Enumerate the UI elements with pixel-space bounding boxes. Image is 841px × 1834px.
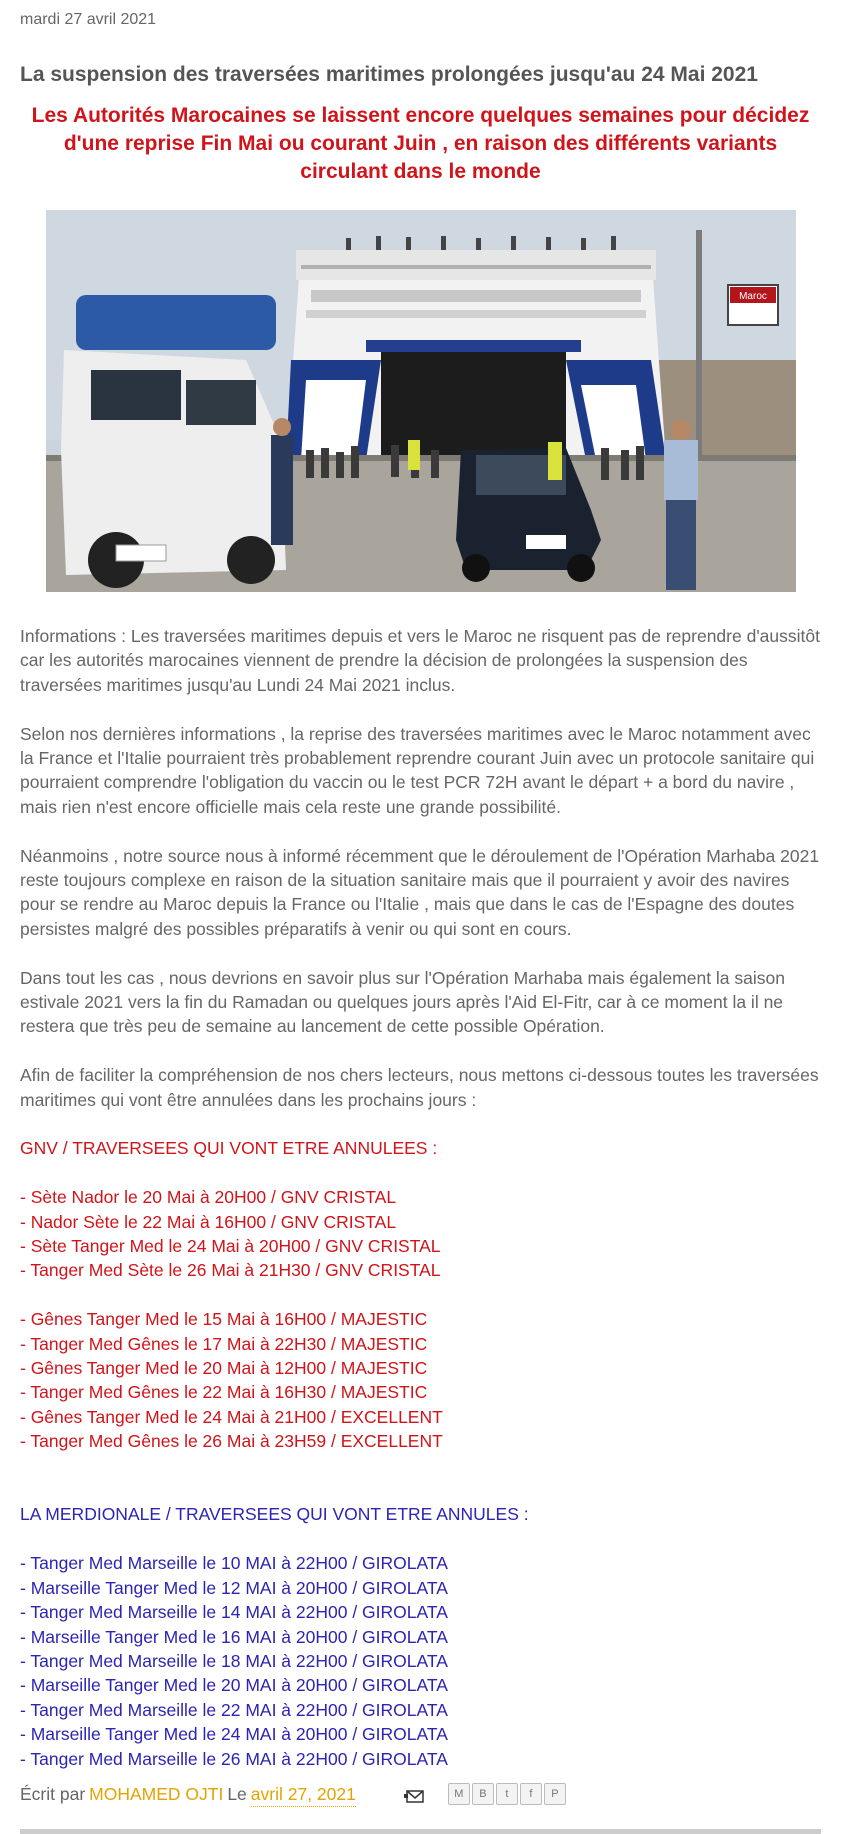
list-item: - Tanger Med Marseille le 14 MAI à 22H00 / GIROLATA [20, 1602, 448, 1623]
paragraph: Afin de faciliter la compréhension de nos chers lecteurs, nous mettons ci-dessous toutes les traversées maritimes qui vont être annulées dans les prochains jours : [20, 1065, 819, 1110]
post-lead: Les Autorités Marocaines se laissent encore quelques semaines pour décidez d'une reprise Fin Mai ou courant Juin , en raison des différents variants circulant dans le monde [31, 104, 810, 183]
list-item: - Tanger Med Marseille le 18 MAI à 22H00 / GIROLATA [20, 1650, 448, 1671]
written-by-label: Écrit par [20, 1784, 86, 1805]
list-item: - Gênes Tanger Med le 15 Mai à 16H00 / MAJESTIC [20, 1309, 428, 1330]
paragraph: Informations : Les traversées maritimes depuis et vers le Maroc ne risquent pas de reprendre d'aussitôt car les autorités marocaines viennent de prendre la décision de prolongées la suspension des traversées maritimes jusqu'au Lundi 24 Mai 2021 inclus. [20, 626, 820, 695]
list-item: - Gênes Tanger Med le 20 Mai à 12H00 / MAJESTIC [20, 1358, 428, 1379]
meridionale-heading-text: LA MERDIONALE / TRAVERSEES QUI VONT ETRE ANNULES : [20, 1504, 529, 1525]
list-item: - Tanger Med Marseille le 22 MAI à 22H00 / GIROLATA [20, 1699, 448, 1720]
list-item: - Marseille Tanger Med le 24 MAI à 20H00 / GIROLATA [20, 1724, 448, 1745]
paragraph: Néanmoins , notre source nous à informé récemment que le déroulement de l'Opération Marhaba 2021 reste toujours complexe en raison de la situation sanitaire mais que il pourraient y avoir des navires pour se rendre au Maroc depuis la France ou l'Italie , mais que dans le cas de l'Espagne des doutes persistes malgré des possibles préparatifs à venir ou qui sont en cours. [20, 845, 820, 939]
share-twitter-icon[interactable]: t [496, 1783, 518, 1805]
ferry-photo [46, 210, 796, 592]
list-item: - Marseille Tanger Med le 16 MAI à 20H00 / GIROLATA [20, 1626, 448, 1647]
list-item: - Gênes Tanger Med le 24 Mai à 21H00 / EXCELLENT [20, 1406, 443, 1427]
list-item: - Tanger Med Sète le 26 Mai à 21H30 / GNV CRISTAL [20, 1260, 441, 1281]
post-footer [20, 1782, 821, 1807]
author-link[interactable]: MOHAMED OJTI [89, 1784, 224, 1805]
list-item: - Tanger Med Gênes le 17 Mai à 22H30 / MAJESTIC [20, 1333, 428, 1354]
paragraph: Dans tout les cas , nous devrions en savoir plus sur l'Opération Marhaba mais également la saison estivale 2021 vers la fin du Ramadan ou quelques jours après l'Aid El-Fitr, car à ce moment la il ne restera que très peu de semaine au lancement de cette possible Opération. [20, 967, 785, 1037]
le-label: Le [227, 1784, 247, 1805]
post-date: mardi 27 avril 2021 [20, 11, 157, 28]
share-blogger-icon[interactable]: B [472, 1783, 494, 1805]
list-item: - Tanger Med Marseille le 10 MAI à 22H00 / GIROLATA [20, 1553, 448, 1574]
post-title[interactable]: La suspension des traversées maritimes prolongées jusqu'au 24 Mai 2021 [20, 63, 758, 86]
gnv-heading: GNV / TRAVERSEES QUI VONT ETRE ANNULEES : [20, 1138, 438, 1159]
share-buttons [448, 1783, 566, 1805]
share-facebook-icon[interactable]: f [520, 1783, 542, 1805]
list-item: - Sète Nador le 20 Mai à 20H00 / GNV CRISTAL [20, 1187, 397, 1208]
sign-text: Maroc [738, 291, 767, 302]
list-item: - Marseille Tanger Med le 12 MAI à 20H00 / GIROLATA [20, 1577, 448, 1598]
post-timestamp-link[interactable]: avril 27, 2021 [251, 1782, 356, 1807]
email-post-icon[interactable] [404, 1786, 426, 1802]
list-item: - Sète Tanger Med le 24 Mai à 20H00 / GNV CRISTAL [20, 1236, 441, 1257]
meridionale-heading [20, 1502, 821, 1526]
share-pinterest-icon[interactable]: P [544, 1783, 566, 1805]
share-email-icon[interactable]: M [448, 1783, 470, 1805]
list-item: - Tanger Med Gênes le 26 Mai à 23H59 / EXCELLENT [20, 1431, 443, 1452]
section-divider [20, 1829, 821, 1834]
list-item: - Marseille Tanger Med le 20 MAI à 20H00 / GIROLATA [20, 1675, 448, 1696]
list-item: - Nador Sète le 22 Mai à 16H00 / GNV CRISTAL [20, 1211, 397, 1232]
list-item: - Tanger Med Gênes le 22 Mai à 16H30 / MAJESTIC [20, 1382, 428, 1403]
paragraph: Selon nos dernières informations , la reprise des traversées maritimes avec le Maroc notamment avec la France et l'Italie pourraient très probablement reprendre courant Juin avec un protocole sanitaire qui pourraient comprendre l'obligation du vaccin ou le test PCR 72H avant le départ + a bord du navire , mais rien n'est encore officielle mais cela reste une grande possibilité. [20, 723, 815, 817]
list-item: - Tanger Med Marseille le 26 MAI à 22H00 / GIROLATA [20, 1748, 448, 1769]
